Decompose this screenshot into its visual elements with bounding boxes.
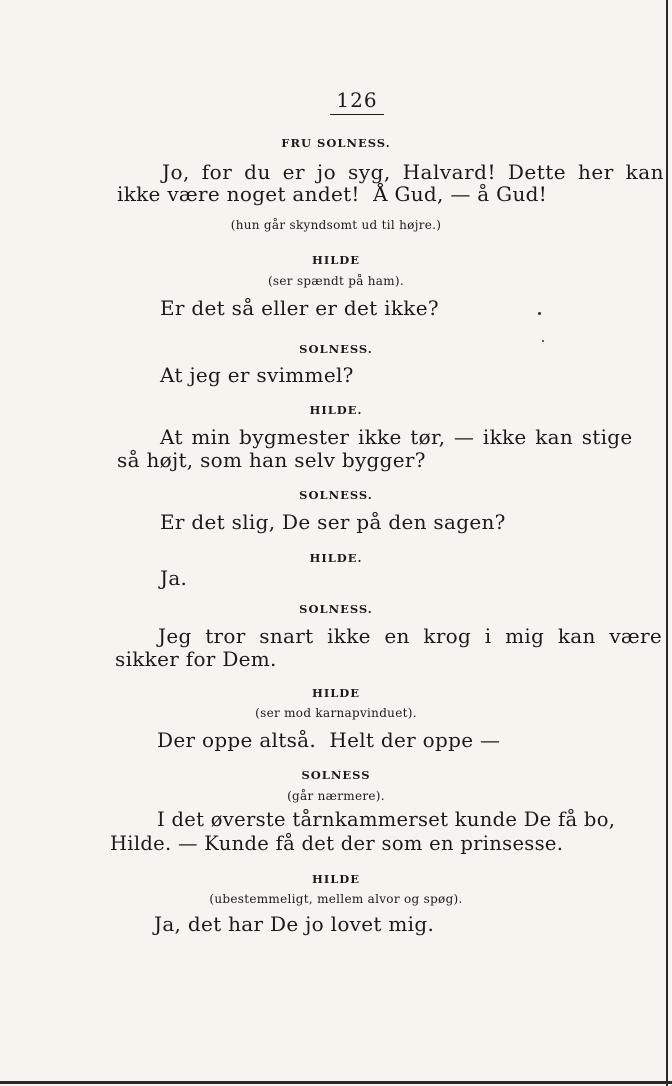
ink-speck bbox=[538, 312, 541, 315]
stage-direction: (hun går skyndsomt ud til højre.) bbox=[230, 218, 442, 232]
dialogue-line: Er det slig, De ser på den sagen? bbox=[160, 510, 506, 534]
speaker-name: SOLNESS. bbox=[299, 488, 373, 502]
dialogue-line: I det øverste tårnkammerset kunde De få bo, bbox=[157, 808, 616, 831]
speaker-name: HILDE. bbox=[309, 551, 363, 565]
speaker-name: SOLNESS. bbox=[299, 342, 373, 356]
dialogue-line: At jeg er svimmel? bbox=[160, 363, 354, 387]
speaker-name: HILDE bbox=[311, 686, 361, 700]
page-edge-shadow-right bbox=[666, 0, 668, 1086]
stage-direction: (ser mod karnapvinduet). bbox=[255, 706, 417, 720]
dialogue-line: sikker for Dem. bbox=[115, 647, 277, 671]
dialogue-line: ikke være noget andet! Å Gud, — å Gud! bbox=[117, 182, 548, 206]
dialogue-line: Ja, det har De jo lovet mig. bbox=[154, 912, 435, 936]
dialogue-line: Jo, for du er jo syg, Halvard! Dette her kan bbox=[162, 160, 665, 184]
speaker-name: FRU SOLNESS. bbox=[281, 136, 391, 150]
dialogue-line: Ja. bbox=[160, 566, 188, 590]
dialogue-line: Hilde. — Kunde få det der som en prinsesse. bbox=[110, 832, 564, 855]
speaker-name: SOLNESS. bbox=[299, 602, 373, 616]
speaker-name: HILDE bbox=[311, 872, 361, 886]
speaker-name: HILDE. bbox=[309, 403, 363, 417]
dialogue-line: Er det så eller er det ikke? bbox=[160, 296, 439, 320]
dialogue-line: Jeg tror snart ikke en krog i mig kan være bbox=[158, 624, 663, 648]
dialogue-line: Der oppe altså. Helt der oppe — bbox=[157, 728, 501, 752]
stage-direction: (går nærmere). bbox=[287, 789, 385, 803]
dialogue-line: At min bygmester ikke tør, — ikke kan stige bbox=[160, 425, 633, 449]
page-edge-shadow-bottom bbox=[0, 1081, 672, 1084]
stage-direction: (ser spændt på ham). bbox=[267, 274, 405, 288]
speaker-name: SOLNESS bbox=[301, 768, 371, 782]
dialogue-line: så højt, som han selv bygger? bbox=[117, 448, 426, 472]
page-number: 126 bbox=[330, 88, 384, 115]
stage-direction: (ubestemmeligt, mellem alvor og spøg). bbox=[209, 892, 463, 906]
speaker-name: HILDE bbox=[311, 253, 361, 267]
